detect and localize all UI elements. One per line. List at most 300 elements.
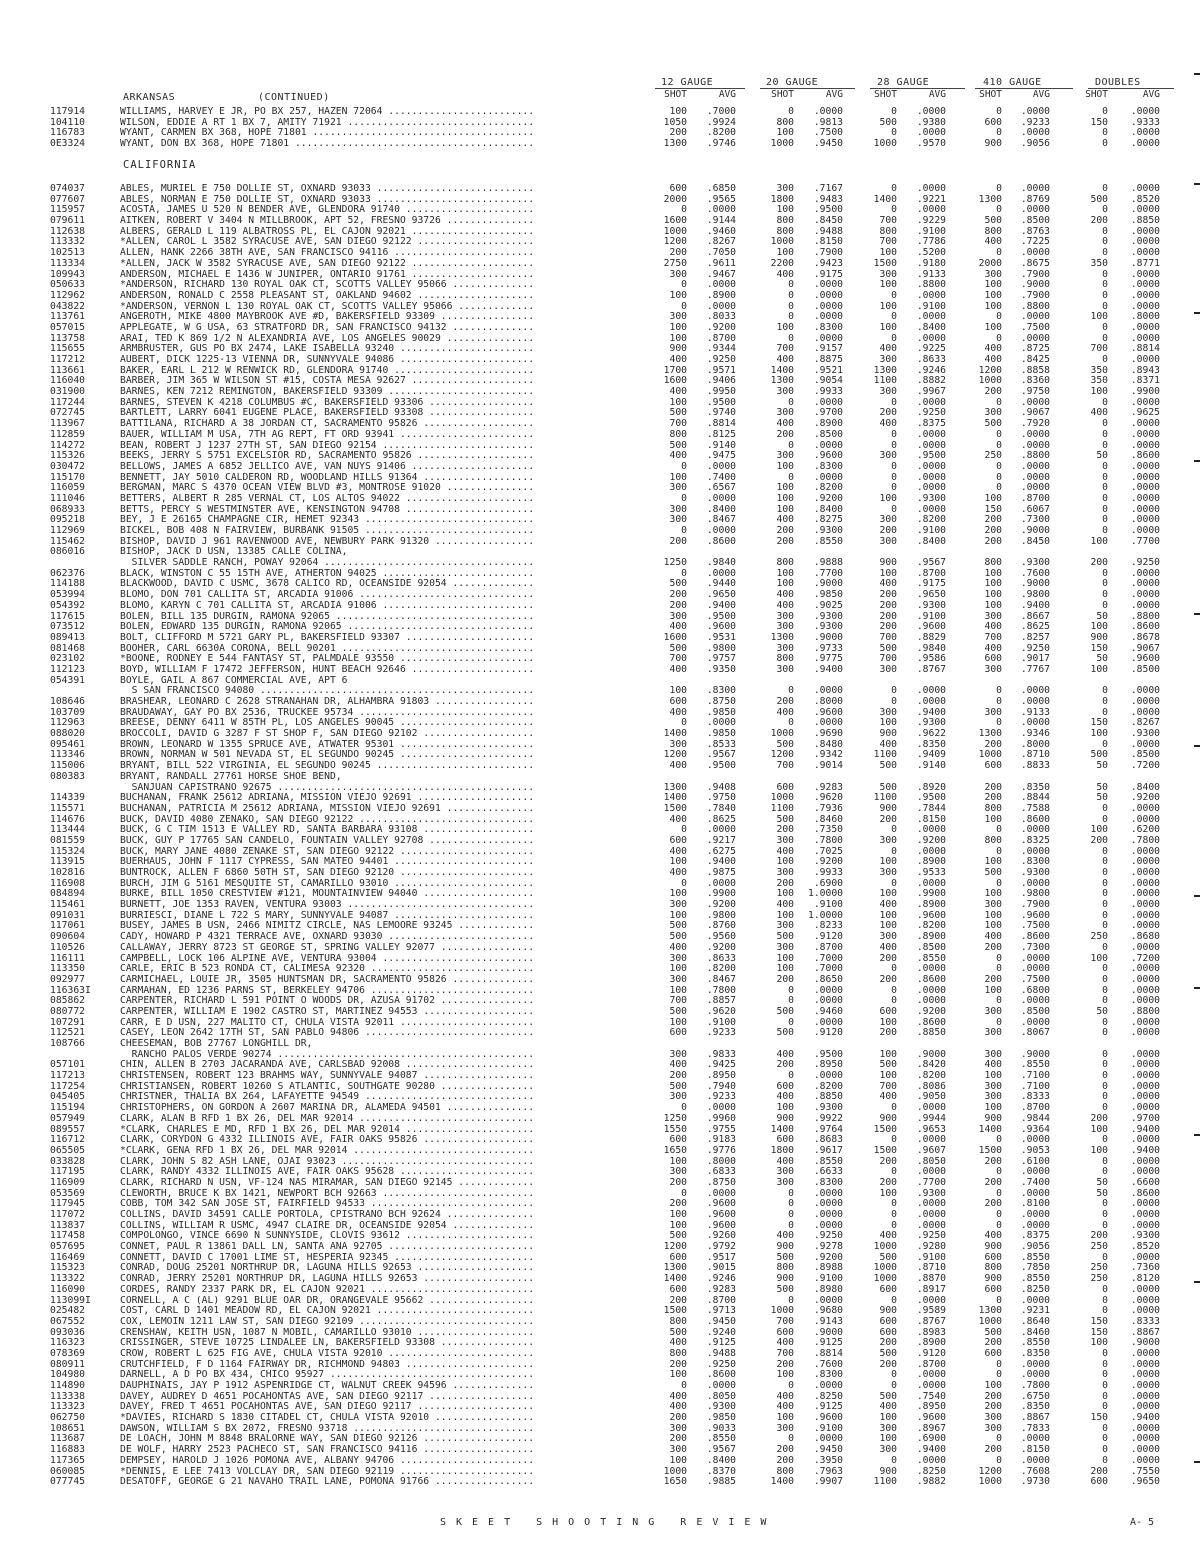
member-name-address: BISHOP, JACK D USN, 13385 CALLE COLINA,	[120, 547, 348, 558]
avg-value: .9600	[813, 706, 843, 718]
avg-value: .9400	[1130, 1123, 1160, 1135]
shot-header: SHOT	[664, 89, 687, 100]
member-name-address: DAVEY, FRED T 4651 POCAHONTAS AVE, SAN DIEGO 92117 ....................	[120, 1402, 535, 1413]
avg-value: .9565	[706, 193, 736, 205]
avg-value: .9600	[706, 1198, 736, 1210]
avg-value: .7900	[1020, 289, 1050, 301]
avg-value: .7300	[1020, 941, 1050, 953]
shot-count: 1400	[663, 1273, 687, 1285]
shot-count: 0	[788, 300, 794, 312]
shot-count: 0	[1102, 1080, 1108, 1092]
avg-value: .9600	[706, 1209, 736, 1220]
avg-value: .8325	[1020, 834, 1050, 846]
shot-count: 1000	[663, 225, 687, 237]
avg-value: .7900	[1020, 899, 1050, 911]
avg-value: .0000	[1130, 1016, 1160, 1028]
shot-count: 200	[1090, 1112, 1108, 1124]
avg-value: .0000	[1130, 183, 1160, 194]
member-id: 057695	[50, 1241, 85, 1253]
col-group-12-gauge: 12 GAUGE	[661, 77, 714, 88]
table-row	[0, 654, 1200, 665]
member-name-address: CHRISTNER, THALIA BX 264, LAFAYETTE 94549 .............................	[120, 1092, 535, 1103]
avg-value: .9157	[813, 343, 843, 355]
shot-count: 900	[776, 1112, 794, 1124]
avg-value: .8600	[1130, 1187, 1160, 1199]
avg-value: .8800	[1020, 450, 1050, 462]
avg-value: .8400	[916, 321, 946, 333]
avg-value: .0000	[1130, 106, 1160, 117]
avg-value: .8800	[1020, 300, 1050, 312]
shot-count: 0	[891, 1209, 897, 1220]
avg-value: .9100	[813, 1422, 843, 1434]
shot-count: 100	[1090, 663, 1108, 675]
shot-count: 200	[879, 1176, 897, 1188]
shot-count: 500	[879, 116, 897, 128]
avg-value: .8700	[916, 1358, 946, 1370]
shot-count: 100	[669, 471, 687, 483]
shot-count: 0	[1102, 439, 1108, 451]
shot-count: 0	[1102, 183, 1108, 194]
avg-value: .0000	[1130, 920, 1160, 932]
member-id: 116363I	[50, 984, 91, 996]
table-row	[0, 697, 1200, 708]
member-id: 112859	[50, 428, 85, 440]
avg-header: AVG	[718, 89, 736, 100]
table-row	[0, 227, 1200, 238]
avg-value: .8460	[813, 813, 843, 825]
member-name-address: CLARK, CORYDON G 4332 ILLINOIS AVE, FAIR OAKS 95826 ...................	[120, 1135, 535, 1146]
shot-count: 0	[1102, 514, 1108, 526]
table-row	[0, 857, 1200, 868]
shot-count: 800	[776, 557, 794, 569]
shot-count: 0	[1102, 300, 1108, 312]
member-id: 104980	[50, 1369, 85, 1381]
avg-value: .8700	[706, 332, 736, 344]
table-row	[0, 451, 1200, 462]
shot-count: 100	[776, 127, 794, 139]
shot-count: 1400	[770, 364, 794, 376]
table-row	[0, 1445, 1200, 1456]
avg-value: .0000	[813, 311, 843, 323]
shot-count: 300	[669, 482, 687, 494]
shot-count: 100	[1090, 952, 1108, 964]
table-row	[0, 1007, 1200, 1018]
table-row	[0, 355, 1200, 366]
shot-count: 200	[776, 696, 794, 707]
avg-value: .7000	[706, 106, 736, 117]
avg-value: .8550	[706, 1433, 736, 1445]
avg-value: .0000	[813, 396, 843, 408]
member-name-address: CHEESEMAN, BOB 27767 LONGHILL DR,	[120, 1039, 313, 1049]
shot-count: 900	[984, 1112, 1002, 1124]
avg-value: .0000	[813, 984, 843, 996]
avg-value: .9125	[706, 1337, 736, 1349]
table-row	[0, 419, 1200, 430]
shot-count: 400	[984, 343, 1002, 355]
avg-value: .7500	[1020, 973, 1050, 985]
shot-count: 300	[776, 1166, 794, 1178]
shot-count: 0	[996, 439, 1002, 451]
shot-count: 100	[879, 247, 897, 259]
avg-value: .7936	[813, 802, 843, 814]
shot-count: 0	[1102, 127, 1108, 139]
shot-count: 1200	[663, 236, 687, 248]
avg-value: .8750	[706, 1176, 736, 1188]
shot-count: 400	[776, 899, 794, 911]
shot-count: 0	[1102, 525, 1108, 536]
table-row	[0, 1082, 1200, 1093]
shot-count: 600	[1090, 1476, 1108, 1488]
avg-value: .8467	[706, 514, 736, 526]
shot-count: 200	[984, 525, 1002, 536]
member-id: 113687	[50, 1433, 85, 1445]
avg-value: .9143	[813, 1315, 843, 1327]
avg-value: .0000	[1130, 589, 1160, 601]
shot-count: 900	[1090, 631, 1108, 643]
avg-value: .8360	[1020, 375, 1050, 387]
avg-value: .9531	[706, 631, 736, 643]
shot-count: 250	[1090, 1262, 1108, 1274]
member-id: 074037	[50, 183, 85, 194]
avg-value: .8640	[1020, 1315, 1050, 1327]
table-row	[0, 1328, 1200, 1339]
shot-count: 1000	[663, 1465, 687, 1477]
shot-count: 300	[669, 738, 687, 750]
shot-count: 900	[984, 1273, 1002, 1285]
avg-value: .9400	[706, 599, 736, 611]
shot-count: 300	[879, 867, 897, 878]
margin-mark	[1194, 1461, 1200, 1463]
shot-count: 200	[984, 1176, 1002, 1188]
avg-value: .0000	[1130, 418, 1160, 430]
table-row	[0, 1392, 1200, 1403]
avg-value: .8425	[1020, 354, 1050, 365]
shot-count: 0	[891, 1134, 897, 1146]
table-row	[0, 1253, 1200, 1264]
avg-value: .0000	[1020, 845, 1050, 857]
avg-value: .7100	[1020, 1070, 1050, 1082]
member-name-address: APPLEGATE, W G USA, 63 STRATFORD DR, SAN FRANCISCO 94132 ..............	[120, 322, 535, 333]
table-row	[0, 622, 1200, 633]
shot-count: 300	[669, 1422, 687, 1434]
shot-count: 100	[776, 1102, 794, 1114]
member-id: 062376	[50, 567, 85, 579]
avg-value: .0000	[916, 1134, 946, 1146]
avg-value: .6100	[1020, 1155, 1050, 1167]
avg-value: .8500	[1020, 1005, 1050, 1017]
member-name-address: BRAUDAWAY, GAY PO BX 2536, TRUCKEE 95734 ..............................	[120, 707, 535, 718]
member-name-address: ARAI, TED K 869 1/2 N ALEXANDRIA AVE, LOS ANGELES 90029 ...............	[120, 333, 535, 344]
avg-value: .8710	[916, 1262, 946, 1274]
member-id: 023102	[50, 653, 85, 665]
table-row	[0, 558, 1200, 569]
member-name-address: BUCHANAN, FRANK 25612 ADRIANA, MISSION VIEJO 92691 ....................	[120, 793, 535, 804]
shot-count: 350	[1090, 375, 1108, 387]
member-name-address: BUCHANAN, PATRICIA M 25612 ADRIANA, MISSION VIEJO 92691 ...............	[120, 803, 535, 814]
shot-count: 0	[996, 1166, 1002, 1178]
shot-count: 1700	[663, 364, 687, 376]
shot-count: 200	[776, 1358, 794, 1370]
shot-count: 400	[879, 1401, 897, 1413]
shot-count: 0	[1102, 1380, 1108, 1391]
avg-value: .8086	[916, 1080, 946, 1092]
member-name-address: CONNET, PAUL R 13861 DALL LN, SANTA ANA 92705 .........................	[120, 1242, 535, 1253]
shot-count: 150	[1090, 717, 1108, 729]
shot-count: 0	[996, 1016, 1002, 1028]
avg-value: .9400	[1020, 599, 1050, 611]
avg-value: .7767	[1020, 663, 1050, 675]
avg-value: .9283	[813, 781, 843, 793]
avg-value: .9423	[813, 257, 843, 269]
shot-count: 500	[669, 920, 687, 932]
avg-value: .8680	[1130, 931, 1160, 943]
shot-count: 500	[879, 1347, 897, 1359]
avg-value: .0000	[1020, 1166, 1050, 1178]
shot-count: 300	[879, 514, 897, 526]
shot-count: 100	[984, 1380, 1002, 1391]
avg-value: .9500	[706, 396, 736, 408]
avg-value: .0000	[813, 1209, 843, 1220]
avg-value: .8600	[916, 1016, 946, 1028]
avg-value: .9400	[1130, 1412, 1160, 1424]
avg-value: .9500	[813, 1048, 843, 1060]
avg-value: .0000	[1130, 963, 1160, 975]
avg-value: .9100	[916, 525, 946, 536]
avg-value: .0000	[813, 1016, 843, 1028]
avg-value: .9200	[916, 1005, 946, 1017]
avg-value: .8200	[916, 514, 946, 526]
shot-count: 200	[879, 599, 897, 611]
shot-count: 0	[1102, 1401, 1108, 1413]
member-id: 081559	[50, 834, 85, 846]
california-table	[0, 184, 1200, 1488]
avg-value: .8033	[706, 311, 736, 323]
avg-value: .8750	[706, 696, 736, 707]
avg-value: .0000	[916, 1198, 946, 1210]
shot-count: 300	[669, 311, 687, 323]
shot-count: 0	[788, 332, 794, 344]
avg-value: .9813	[813, 116, 843, 128]
avg-value: .9125	[813, 1337, 843, 1349]
shot-count: 600	[879, 1315, 897, 1327]
member-name-address: DE LOACH, JOHN M 8848 BRALORNE WAY, SAN DIEGO 92126 ...................	[120, 1434, 535, 1445]
margin-mark	[1194, 987, 1200, 989]
member-id: 110526	[50, 941, 85, 953]
avg-value: .7800	[813, 834, 843, 846]
avg-value: .8460	[1020, 1326, 1050, 1338]
avg-value: .0000	[1130, 1433, 1160, 1445]
shot-count: 600	[879, 1005, 897, 1017]
avg-value: .9488	[706, 1347, 736, 1359]
shot-count: 300	[879, 450, 897, 462]
shot-count: 1300	[663, 1262, 687, 1274]
avg-value: .0000	[1130, 578, 1160, 590]
avg-value: .5200	[916, 247, 946, 259]
member-name-address: BURKE, BILL 1050 CRESTVIEW #121, MOUNTAINVIEW 94040 ...................	[120, 889, 535, 900]
table-row	[0, 921, 1200, 932]
table-row	[0, 868, 1200, 879]
table-row	[0, 237, 1200, 248]
shot-count: 0	[1102, 877, 1108, 889]
shot-count: 100	[776, 888, 794, 900]
shot-count: 900	[776, 1241, 794, 1253]
avg-value: .9133	[916, 268, 946, 280]
avg-value: .0000	[916, 289, 946, 301]
table-row	[0, 128, 1200, 139]
avg-value: .0000	[1020, 1369, 1050, 1381]
table-row	[0, 1296, 1200, 1307]
shot-count: 300	[669, 952, 687, 964]
table-row	[0, 1242, 1200, 1253]
avg-value: .0000	[1130, 1134, 1160, 1146]
shot-count: 0	[788, 1433, 794, 1445]
shot-header: SHOT	[874, 89, 897, 100]
avg-value: .0000	[916, 845, 946, 857]
shot-count: 1200	[663, 1241, 687, 1253]
shot-count: 1000	[770, 792, 794, 804]
avg-value: .0000	[1020, 247, 1050, 259]
shot-count: 100	[879, 321, 897, 333]
shot-count: 600	[984, 653, 1002, 665]
avg-value: .9067	[1130, 642, 1160, 654]
shot-count: 0	[1102, 1219, 1108, 1231]
shot-count: 1200	[663, 749, 687, 761]
table-row	[0, 932, 1200, 943]
member-id: 116040	[50, 375, 85, 387]
shot-count: 300	[984, 268, 1002, 280]
member-id: 080911	[50, 1358, 85, 1370]
avg-value: .8771	[1130, 257, 1160, 269]
member-name-address: *DAVIES, RICHARD S 1830 CITADEL CT, CHULA VISTA 92010 .................	[120, 1413, 535, 1424]
shot-count: 300	[776, 1176, 794, 1188]
shot-count: 0	[891, 460, 897, 472]
member-id: 033828	[50, 1155, 85, 1167]
shot-count: 100	[669, 1016, 687, 1028]
shot-count: 100	[984, 279, 1002, 291]
shot-count: 800	[776, 653, 794, 665]
shot-count: 400	[879, 343, 897, 355]
shot-count: 0	[788, 279, 794, 291]
member-name-address: BOYD, WILLIAM F 17472 JEFFERSON, HUNT BEACH 92646 .....................	[120, 664, 535, 675]
shot-count: 0	[681, 1380, 687, 1391]
shot-count: 0	[1102, 482, 1108, 494]
shot-count: 300	[669, 268, 687, 280]
shot-count: 0	[891, 696, 897, 707]
table-row	[0, 943, 1200, 954]
shot-count: 200	[879, 1027, 897, 1039]
shot-count: 100	[776, 460, 794, 472]
table-row	[0, 1381, 1200, 1392]
member-id: 108651	[50, 1422, 85, 1434]
shot-count: 500	[669, 1230, 687, 1242]
avg-value: .0000	[1130, 1390, 1160, 1402]
avg-value: .0000	[813, 1380, 843, 1391]
avg-value: .8300	[1020, 856, 1050, 868]
avg-value: .8760	[706, 920, 736, 932]
shot-count: 300	[776, 867, 794, 878]
shot-count: 1300	[663, 138, 687, 150]
shot-count: 0	[788, 995, 794, 1007]
avg-value: .8600	[916, 973, 946, 985]
avg-value: .8480	[813, 738, 843, 750]
shot-count: 100	[879, 1016, 897, 1028]
table-row	[0, 1370, 1200, 1381]
table-row	[0, 804, 1200, 815]
shot-count: 0	[1102, 578, 1108, 590]
shot-count: 1500	[663, 802, 687, 814]
shot-count: 0	[1102, 1305, 1108, 1317]
shot-count: 0	[891, 1380, 897, 1391]
shot-count: 1650	[663, 1476, 687, 1488]
shot-count: 200	[879, 407, 897, 419]
member-name-address: CHRISTIANSEN, ROBERT 10260 S ATLANTIC, SOUTHGATE 90280 ................	[120, 1081, 535, 1092]
avg-value: .0000	[1020, 183, 1050, 194]
avg-value: .7786	[916, 236, 946, 248]
shot-count: 0	[996, 1134, 1002, 1146]
member-id: 112962	[50, 289, 85, 301]
table-row	[0, 579, 1200, 590]
avg-value: .7100	[1020, 1080, 1050, 1092]
shot-count: 1400	[663, 792, 687, 804]
member-name-address: DARNELL, A D PO BX 434, CHICO 95927 ...................................	[120, 1370, 535, 1381]
avg-value: .0000	[916, 127, 946, 139]
avg-value: .8900	[706, 289, 736, 301]
avg-value: .0000	[1020, 1219, 1050, 1231]
shot-count: 200	[669, 1294, 687, 1306]
avg-value: .0000	[706, 492, 736, 504]
avg-value: .8710	[1020, 749, 1050, 761]
avg-value: .9589	[916, 1305, 946, 1317]
avg-value: .9180	[916, 257, 946, 269]
member-name-address: COX, LEMOIN 1211 LAW ST, SAN DIEGO 92109 ..............................	[120, 1316, 535, 1327]
shot-count: 700	[879, 653, 897, 665]
member-name-address: CARPENTER, RICHARD L 591 POINT O WOODS DR, AZUSA 91702 ................	[120, 996, 535, 1007]
member-name-address: CHRISTOPHERS, ON GORDON A 2607 MARINA DR, ALAMEDA 94501 ...............	[120, 1103, 535, 1114]
shot-count: 600	[984, 1347, 1002, 1359]
avg-value: .8950	[813, 1059, 843, 1071]
shot-count: 0	[1102, 845, 1108, 857]
avg-value: .0000	[916, 824, 946, 836]
shot-count: 0	[891, 396, 897, 408]
member-id: 115957	[50, 204, 85, 216]
avg-value: .0000	[706, 525, 736, 536]
member-name-address: BRYANT, RANDALL 27761 HORSE SHOE BEND,	[120, 771, 342, 782]
table-row	[0, 139, 1200, 150]
shot-header: SHOT	[1085, 89, 1108, 100]
member-name-address: BETTERS, ALBERT R 285 VERNAL CT, LOS ALTOS 94022 ......................	[120, 493, 535, 504]
shot-count: 200	[879, 1358, 897, 1370]
member-name-address: BEEKS, JERRY S 5751 EXCELSIOR RD, SACRAMENTO 95826 ....................	[120, 451, 535, 462]
shot-count: 0	[996, 204, 1002, 216]
member-name-address: CHIN, ALLEN B 2703 JACARANDA AVE, CARLSBAD 92008 ......................	[120, 1060, 535, 1071]
table-row	[0, 975, 1200, 986]
avg-value: .9000	[1020, 279, 1050, 291]
shot-count: 0	[996, 428, 1002, 440]
avg-value: .9350	[706, 663, 736, 675]
shot-count: 400	[669, 760, 687, 772]
shot-count: 1250	[663, 1112, 687, 1124]
table-row	[0, 644, 1200, 655]
shot-count: 400	[776, 1230, 794, 1242]
member-id: 054392	[50, 599, 85, 611]
avg-value: .9907	[813, 1476, 843, 1488]
shot-count: 100	[776, 204, 794, 216]
avg-value: .7000	[813, 963, 843, 975]
shot-count: 400	[984, 236, 1002, 248]
avg-value: .8500	[1130, 663, 1160, 675]
avg-value: .9278	[813, 1241, 843, 1253]
shot-count: 900	[984, 138, 1002, 150]
